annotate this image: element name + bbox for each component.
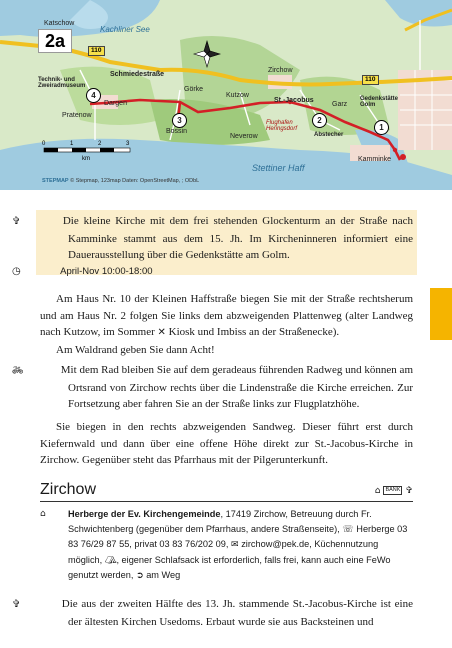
map-label-pratenow: Pratenow xyxy=(62,112,92,119)
map-label-neverow: Neverow xyxy=(230,133,258,140)
route-marker-3: 3 xyxy=(172,113,187,128)
map-label-dargen: Dargen xyxy=(104,100,127,107)
map-label-katschow: Katschow xyxy=(44,20,75,27)
road-number-110-east: 110 xyxy=(362,75,379,85)
chapter-tab xyxy=(430,288,452,340)
paragraph-sandweg: Sie biegen in den rechts abzweigenden Sandweg. Dieser führt erst durch Kiefernwald und dann über eine offene Höhe direkt zur St.-Jacobus-Kirche in Zirchow. Gegenüber steht das Pfarrhaus mit der Pilgerunterkunft. xyxy=(40,421,413,466)
map-label-technik-museum: Technik- und Zweiradmuseum xyxy=(38,77,86,89)
clock-icon: ◷ xyxy=(12,265,21,277)
scale-tick-1: 1 xyxy=(70,141,74,147)
scale-tick-0: 0 xyxy=(42,141,46,147)
route-marker-1: 1 xyxy=(374,120,389,135)
email-icon: ✉ xyxy=(230,539,239,550)
map-label-schmiedestrasse: Schmiedestraße xyxy=(110,71,165,78)
route-marker-2: 2 xyxy=(312,113,327,128)
map-label-kutzow: Kutzow xyxy=(226,92,249,99)
scale-tick-2: 2 xyxy=(98,141,102,147)
map-label-abstecher: Abstecher xyxy=(314,132,344,138)
arrow-right-icon: ➲ xyxy=(135,570,144,581)
paragraph-jacobus-church: ✞ Die aus der zweiten Hälfte des 13. Jh. stammende St.-Jacobus-Kirche ist eine der ältesten Kirchen Usedoms. Erbaut wurde sie aus Backsteinen und xyxy=(12,598,413,628)
map-label-kamminke: Kamminke xyxy=(358,156,392,163)
section-icons xyxy=(375,485,413,497)
section-title: Zirchow xyxy=(40,481,97,498)
route-map xyxy=(0,0,452,190)
scale-tick-3: 3 xyxy=(126,141,130,147)
hostel-entry: ⌂ Herberge der Ev. Kirchengemeinde, 17419 Zirchow, Betreuung durch Fr. Schwichtenberg (gegenüber dem Pfarrhaus, andere Straßenseite), ☏ Herberge 03 83 76/29 87 55, privat 03 83 76/202 09, ✉ zirchow@pek.de, Küchennutzung möglich, ⛺︎, eigener Schlafsack ist erforderlich, falls frei, kann auch eine FeWo genutzt werden, ➲ am Weg xyxy=(40,509,408,581)
bank-icon: BANK xyxy=(385,487,401,493)
section-header-zirchow xyxy=(40,481,413,502)
map-label-stettiner-haff: Stettiner Haff xyxy=(252,163,305,173)
church-info-box xyxy=(12,210,417,277)
church-icon: ✞ xyxy=(12,599,21,610)
paragraph-bike-directions: 🚲︎ Mit dem Rad bleiben Sie auf dem geradeaus führenden Radweg und können am Ortsrand von Zirchow rechts über die Lindenstraße die Kirche erreichen. Zur Fortsetzung aber fahren Sie an der Straße links zur Flugplatzhöhe. xyxy=(12,364,413,410)
church-icon: ✞ xyxy=(12,216,21,227)
road-number-110-west: 110 xyxy=(88,46,105,56)
map-label-kachliner-see: Kachliner See xyxy=(100,25,150,34)
credits-text: © Stepmap, 123map Daten: OpenStreetMap, ; ODbL xyxy=(70,178,200,184)
map-label-bossin: Bossin xyxy=(166,128,188,135)
crossed-utensils-icon: ✕ xyxy=(157,327,166,338)
phone-icon: ☏ xyxy=(342,523,354,535)
map-label-gedenkstaette: Gedenkstätte Golm xyxy=(360,96,399,108)
credits-brand: STEPMAP xyxy=(42,178,69,184)
route-marker-4: 4 xyxy=(86,88,101,103)
map-credits xyxy=(42,178,199,184)
map-label-garz: Garz xyxy=(332,101,348,108)
bed-icon: ⛺︎ xyxy=(104,554,117,566)
hostel-icon: ⌂ xyxy=(40,509,46,519)
paragraph-walk-directions: Am Haus Nr. 10 der Kleinen Haffstraße biegen Sie mit der Straße rechtsherum und am Haus Nr. 2 folgen Sie links dem abzweigenden Plattenweg (alter Landweg nach Kutzow, im Sommer ✕ Kiosk und Imbiss an der Straßenecke). Am Waldrand geben Sie dann Acht! xyxy=(40,293,413,356)
map-label-st-jacobus: St.-Jacobus xyxy=(274,97,314,104)
hostel-icon: ⌂ xyxy=(374,486,381,496)
map-number: 2a xyxy=(38,29,72,53)
church-info-text: ✞ Die kleine Kirche mit dem frei stehenden Glockenturm an der Straße nach Kamminke stammt aus dem 15. Jh. Im Kircheninneren informiert eine Dauerausstellung über die Gedenkstätte am Golm. ◷ April-Nov 10:00-18:00 xyxy=(40,213,413,280)
scale-unit: km xyxy=(82,156,90,162)
hostel-name: Herberge der Ev. Kirchengemeinde xyxy=(68,509,221,519)
church-icon: ✞ xyxy=(405,486,413,496)
map-label-zirchow: Zirchow xyxy=(268,67,293,74)
bicycle-icon: 🚲︎ xyxy=(12,366,24,376)
map-label-goerke: Görke xyxy=(184,86,204,93)
map-label-flughafen: Flughafen Heringsdorf xyxy=(266,120,298,132)
